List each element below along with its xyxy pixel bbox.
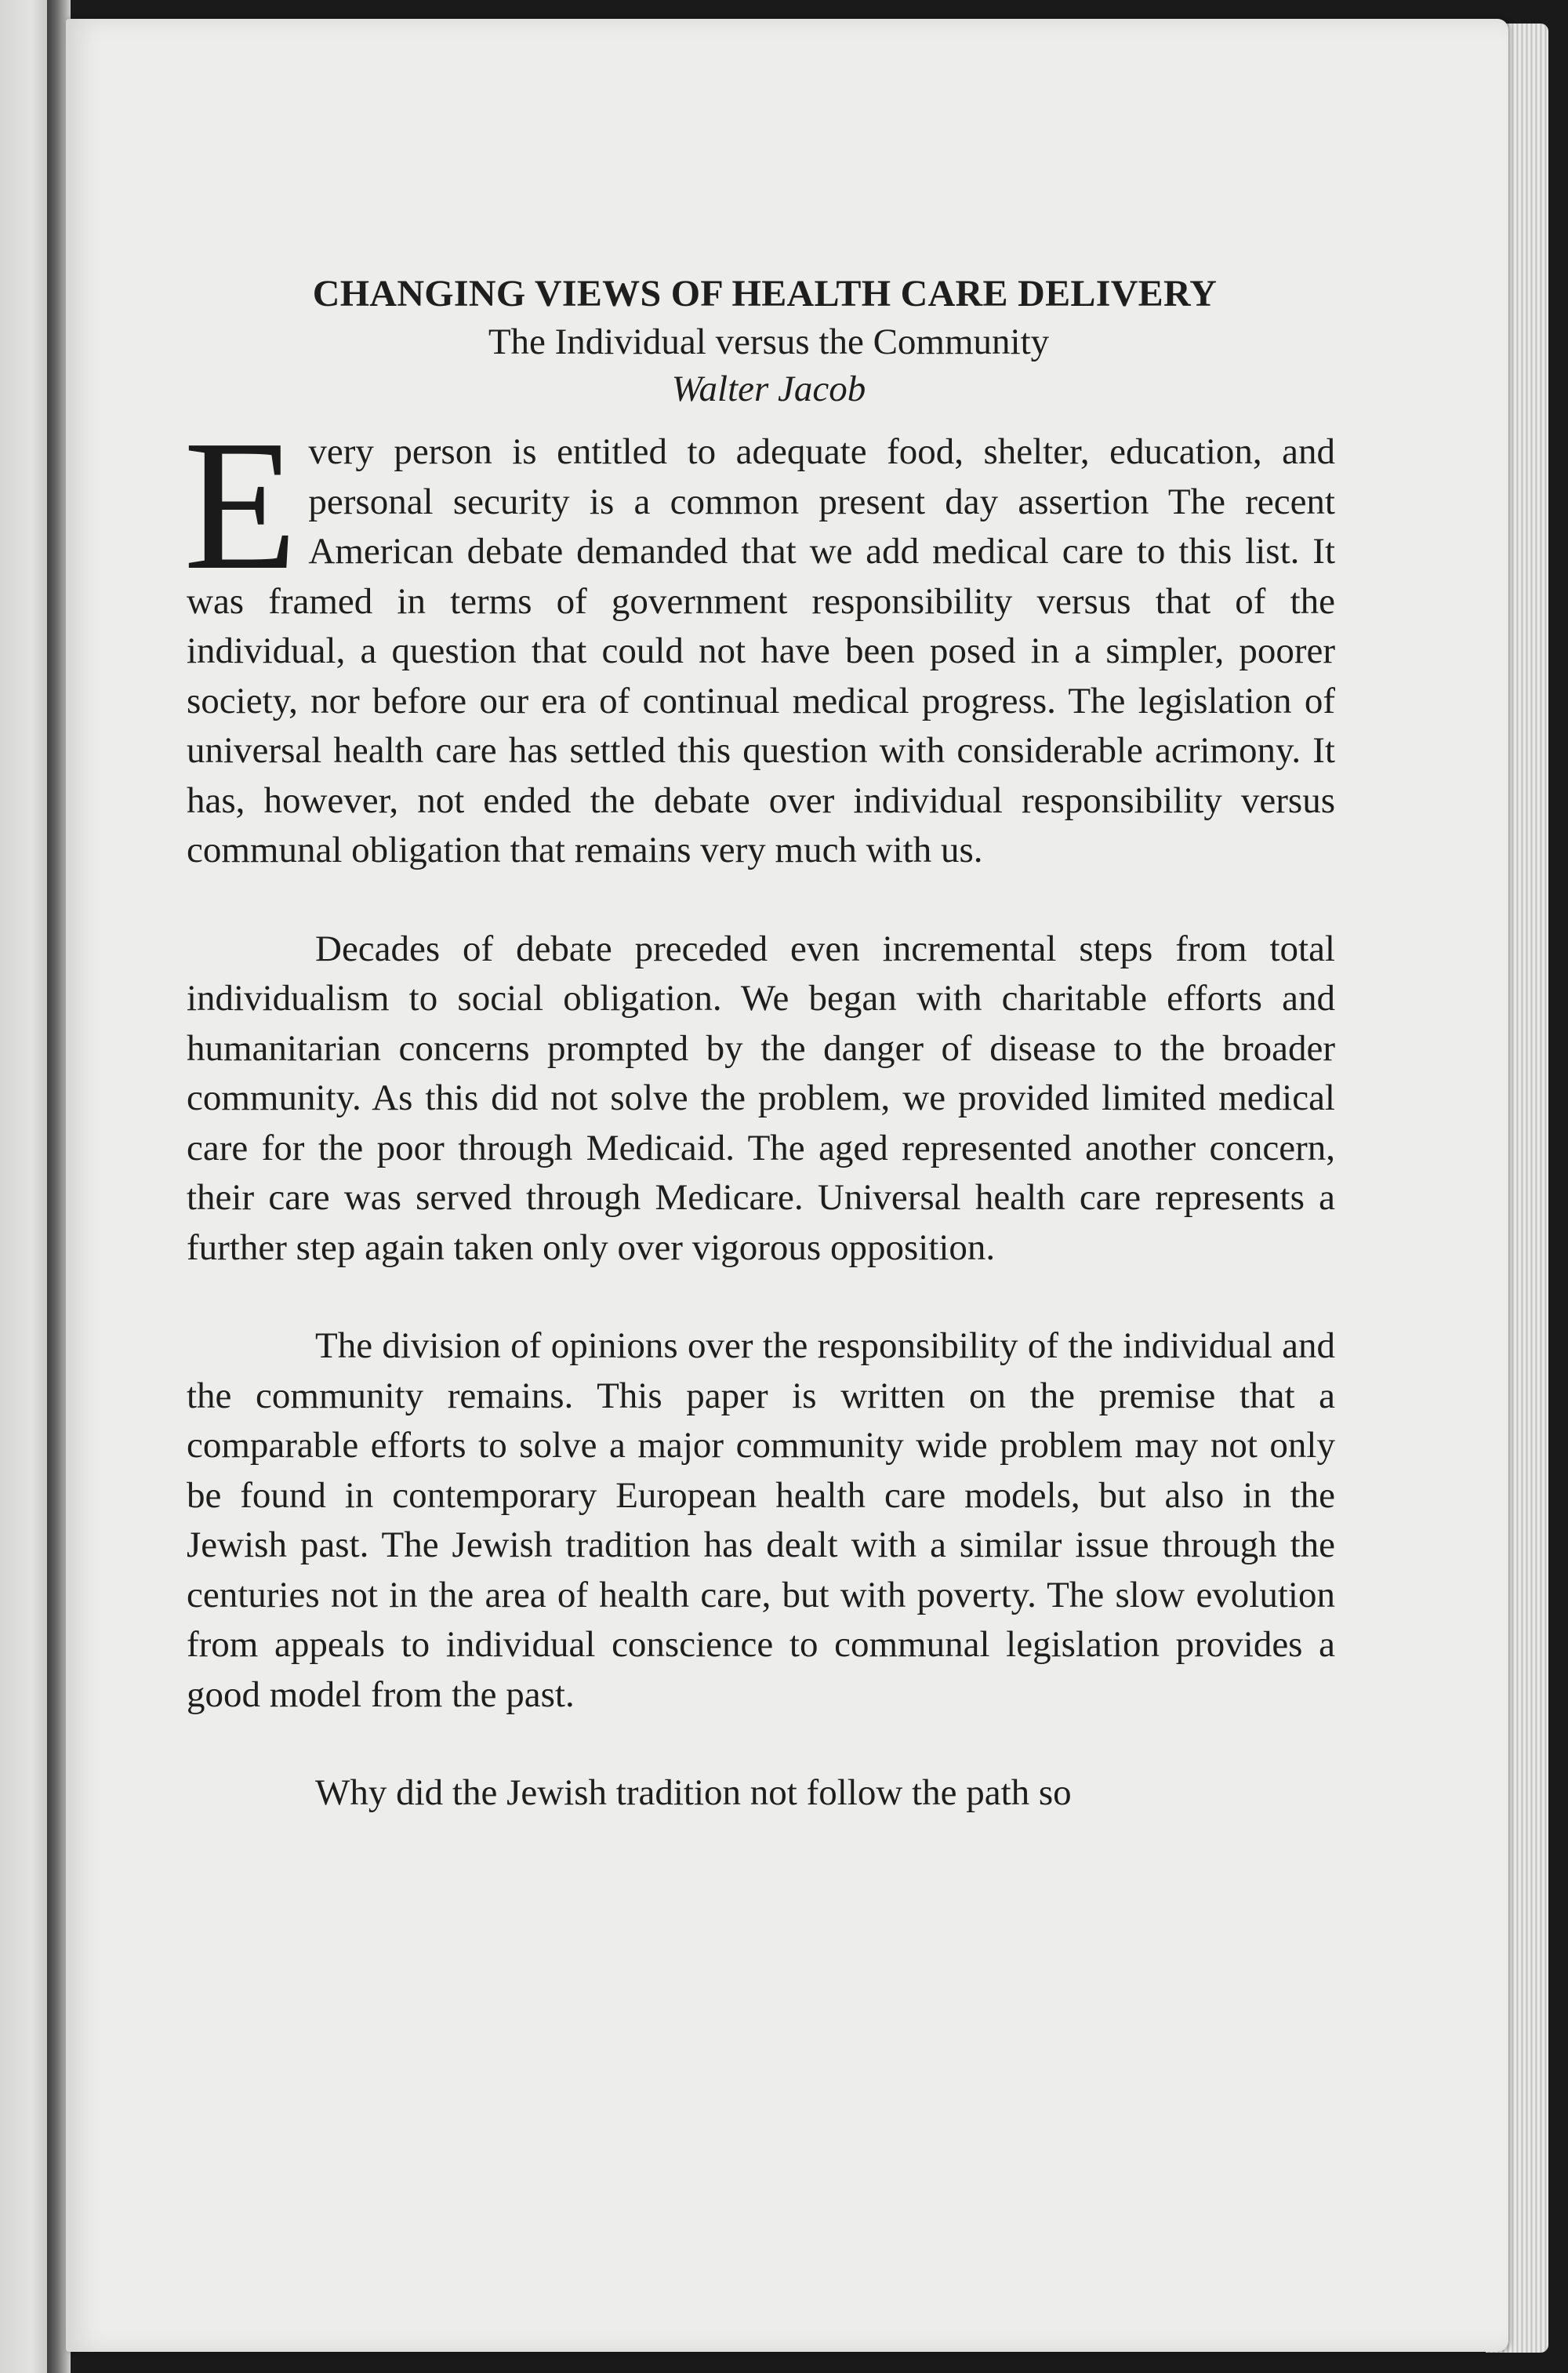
drop-cap: E <box>183 402 298 609</box>
article-subtitle: The Individual versus the Community <box>488 322 1050 362</box>
paragraph-2: Decades of debate preceded even incremental steps from total individualism to social obligation. We began with charitable efforts and humanitarian concerns prompted by the danger of disease to the broader community. As this did not solve the problem, we provided limited medical care for the poor through Medicaid. The aged represented another concern, their care was served through Medicare. Universal health care represents a further step again taken only over vigorous opposition. <box>187 928 1335 1268</box>
article-title: CHANGING VIEWS OF HEALTH CARE DELIVERY <box>312 273 1218 314</box>
previous-page-edge <box>0 0 53 2373</box>
paragraph-1-text: very person is entitled to adequate food, shelter, education, and personal security is a common present day assertion The recent American debate demanded that we add medical care to this list. It was framed in terms of government responsibility versus that of the individual, a question that could not have been posed in a simpler, poorer society, nor before our era of continual medical progress. The legislation of universal health care has settled this question with considerable acrimony. It has, however, not ended the debate over individual responsibility versus communal obligation that remains very much with us. <box>187 431 1335 870</box>
article <box>183 271 1335 1819</box>
article-author: Walter Jacob <box>671 369 866 409</box>
paragraph-1 <box>183 402 1335 876</box>
paragraph-4: Why did the Jewish tradition not follow the path so <box>315 1772 1072 1813</box>
paragraph-3: The division of opinions over the responsibility of the individual and the community remains. This paper is written on the premise that a comparable efforts to solve a major community wide problem may not only be found in contemporary European health care models, but also in the Jewish past. The Jewish tradition has dealt with a similar issue through the centuries not in the area of health care, but with poverty. The slow evolution from appeals to individual conscience to communal legislation provides a good model from the past. <box>187 1325 1335 1715</box>
